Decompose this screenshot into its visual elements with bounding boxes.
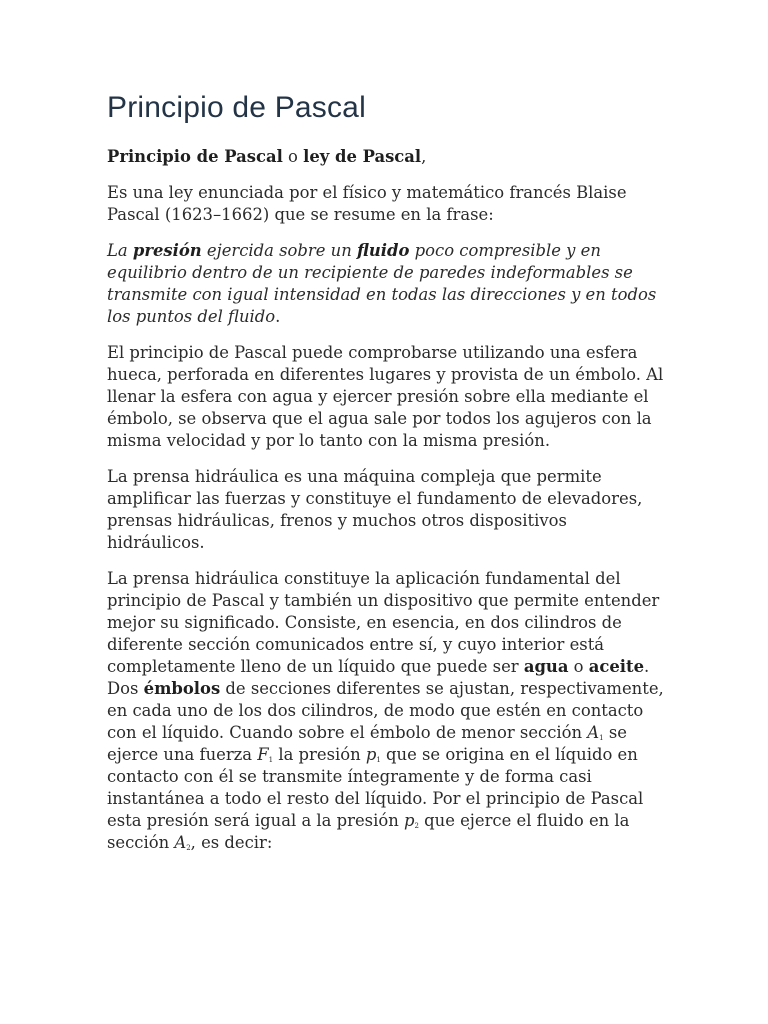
document-content: [107, 88, 667, 868]
term-ley: ley de Pascal: [303, 147, 422, 166]
paragraph-aplicacion: La prensa hidráulica constituye la aplicación fundamental del principio de Pascal y también un dispositivo que permite entender mejor su significado. Consiste, en esencia, en dos cilindros de diferente sección comunicados entre sí, y cuyo interior está completamente lleno de un líquido que puede ser agua o aceite. Dos émbolos de secciones diferentes se ajustan, respectivamente, en cada uno de los dos cilindros, de modo que estén en contacto con el líquido. Cuando sobre el émbolo de menor sección $A_1$ se ejerce una fuerza $F_1$ la presión $p_1$ que se origina en el líquido en contacto con él se transmite íntegramente y de forma casi instantánea a todo el resto del líquido. Por el principio de Pascal esta presión será igual a la presión $p_2$ que ejerce el fluido en la sección $A_2$, es decir:: [107, 569, 664, 852]
paragraph-esfera: El principio de Pascal puede comprobarse utilizando una esfera hueca, perforada en diferentes lugares y provista de un émbolo. Al llenar la esfera con agua y ejercer presión sobre ella mediante el émbolo, se observa que el agua sale por todos los agujeros con la misma velocidad y por lo tanto con la misma presión.: [107, 343, 664, 450]
variable-p2: p: [403, 811, 415, 830]
term-presion: presión: [132, 241, 202, 260]
intro-paragraph: Principio de Pascal o ley de Pascal,: [107, 147, 427, 166]
variable-p1: p: [365, 745, 377, 764]
variable-F1: F: [257, 745, 269, 764]
term-principio: Principio de Pascal: [107, 147, 283, 166]
term-agua: agua: [523, 657, 569, 676]
variable-A2: A: [174, 833, 187, 852]
quote-paragraph: La presión ejercida sobre un fluido poco compresible y en equilibrio dentro de un recipiente de paredes indeformables se transmite con igual intensidad en todas las direcciones y en todos los puntos del fluido.: [107, 241, 657, 326]
variable-A1: A: [587, 723, 600, 742]
term-fluido: fluido: [356, 241, 410, 260]
term-embolos: émbolos: [143, 679, 221, 698]
paragraph-definition: Es una ley enunciada por el físico y matemático francés Blaise Pascal (1623–1662) que se resume en la frase:: [107, 183, 627, 224]
term-aceite: aceite: [588, 657, 645, 676]
page-title: Principio de Pascal: [107, 91, 366, 124]
paragraph-prensa: La prensa hidráulica es una máquina compleja que permite amplificar las fuerzas y constituye el fundamento de elevadores, prensas hidráulicas, frenos y muchos otros dispositivos hidráulicos.: [107, 467, 643, 552]
